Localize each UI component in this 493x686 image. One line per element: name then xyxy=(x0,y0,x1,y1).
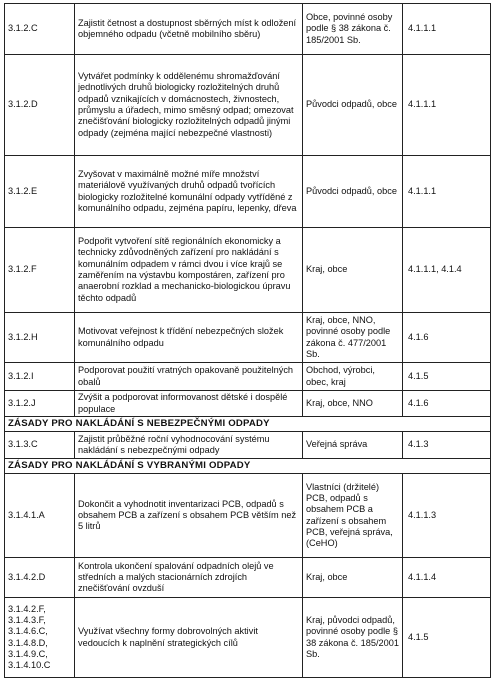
reference-section: 4.1.1.1, 4.1.4 xyxy=(403,228,491,313)
measure-code: 3.1.4.9.C, xyxy=(8,648,48,659)
section-heading: ZÁSADY PRO NAKLÁDÁNÍ S VYBRANÝMI ODPADY xyxy=(5,459,491,474)
reference-section: 4.1.1.4 xyxy=(403,558,491,598)
table-row xyxy=(5,432,491,459)
measure-code: 3.1.4.6.C, xyxy=(8,626,48,637)
responsible-parties: Kraj, obce xyxy=(303,228,403,313)
table-row xyxy=(5,598,491,678)
responsible-parties: Původci odpadů, obce xyxy=(303,156,403,228)
measure-code: 3.1.3.C xyxy=(5,432,75,459)
measure-description: Zvyšovat v maximálně možné míře množství materiálově využívaných druhů odpadů tvořících biologicky rozložitelné komunální odpady vytříděné z komunálního odpadu, zejména papíru, lepenky, dřeva xyxy=(75,156,303,228)
measure-code: 3.1.4.8.D, xyxy=(8,637,48,648)
reference-section: 4.1.5 xyxy=(403,363,491,391)
reference-section: 4.1.1.1 xyxy=(403,156,491,228)
measure-code: 3.1.2.I xyxy=(5,363,75,391)
measure-code: 3.1.4.10.C xyxy=(8,660,51,671)
section-heading-row xyxy=(5,459,491,474)
measure-code: 3.1.2.E xyxy=(5,156,75,228)
reference-section: 4.1.1.1 xyxy=(403,55,491,156)
measures-table xyxy=(4,3,491,678)
reference-section: 4.1.1.3 xyxy=(403,474,491,558)
measure-code: 3.1.2.F xyxy=(5,228,75,313)
reference-section: 4.1.1.1 xyxy=(403,4,491,55)
measure-description: Podpořit vytvoření sítě regionálních ekonomicky a technicky zdůvodněných zařízení pro nakládání s komunálním odpadem v rámci dvou i více krajů se zaměřením na výstavbu kompostáren, zařízení pro anaerobní rozklad a mechanicko-biologickou úpravu těchto odpadů xyxy=(75,228,303,313)
table-row xyxy=(5,156,491,228)
measure-code: 3.1.2.J xyxy=(5,391,75,417)
measure-description: Zajistit průběžné roční vyhodnocování systému nakládání s nebezpečnými odpady xyxy=(75,432,303,459)
measure-description: Zajistit četnost a dostupnost sběrných míst k odložení objemného odpadu (včetně mobilního sběru) xyxy=(75,4,303,55)
measure-description: Vytvářet podmínky k oddělenému shromažďování jednotlivých druhů biologicky rozložitelných druhů odpadů vznikajících v domácnostech, živnostech, průmyslu a úřadech, mimo směsný odpad; omezovat znečišťování biologicky rozložitelných odpadů jinými odpady (zejména mající nebezpečné vlastnosti) xyxy=(75,55,303,156)
measure-code: 3.1.4.3.F, xyxy=(8,614,46,625)
responsible-parties: Veřejná správa xyxy=(303,432,403,459)
section-heading: ZÁSADY PRO NAKLÁDÁNÍ S NEBEZPEČNÝMI ODPADY xyxy=(5,417,491,432)
reference-section: 4.1.3 xyxy=(403,432,491,459)
responsible-parties: Obchod, výrobci, obec, kraj xyxy=(303,363,403,391)
responsible-parties: Vlastníci (držitelé) PCB, odpadů s obsahem PCB a zařízení s obsahem PCB, veřejná správa, (CeHO) xyxy=(303,474,403,558)
measure-code: 3.1.4.1.A xyxy=(5,474,75,558)
table-row xyxy=(5,363,491,391)
responsible-parties: Kraj, obce, NNO xyxy=(303,391,403,417)
measure-code: 3.1.2.C xyxy=(5,4,75,55)
reference-section: 4.1.6 xyxy=(403,313,491,363)
responsible-parties: Původci odpadů, obce xyxy=(303,55,403,156)
table-row xyxy=(5,391,491,417)
measure-description: Využívat všechny formy dobrovolných aktivit vedoucích k naplnění strategických cílů xyxy=(75,598,303,678)
section-heading-row xyxy=(5,417,491,432)
measure-description: Motivovat veřejnost k třídění nebezpečných složek komunálního odpadu xyxy=(75,313,303,363)
responsible-parties: Obce, povinné osoby podle § 38 zákona č. 185/2001 Sb. xyxy=(303,4,403,55)
measure-description: Kontrola ukončení spalování odpadních olejů ve středních a malých stacionárních zdrojích znečišťování ovzduší xyxy=(75,558,303,598)
measure-description: Dokončit a vyhodnotit inventarizaci PCB, odpadů s obsahem PCB a zařízení s obsahem PCB větším než 5 litrů xyxy=(75,474,303,558)
table-row xyxy=(5,55,491,156)
responsible-parties: Kraj, původci odpadů, povinné osoby podle § 38 zákona č. 185/2001 Sb. xyxy=(303,598,403,678)
measure-code: 3.1.4.2.D xyxy=(5,558,75,598)
measure-description: Zvýšit a podporovat informovanost dětské i dospělé populace xyxy=(75,391,303,417)
responsible-parties: Kraj, obce, NNO, povinné osoby podle zákona č. 477/2001 Sb. xyxy=(303,313,403,363)
table-row xyxy=(5,228,491,313)
measure-code-list xyxy=(5,598,75,678)
reference-section: 4.1.6 xyxy=(403,391,491,417)
table-row xyxy=(5,313,491,363)
table-row xyxy=(5,4,491,55)
responsible-parties: Kraj, obce xyxy=(303,558,403,598)
measure-code: 3.1.2.D xyxy=(5,55,75,156)
measure-code: 3.1.4.2.F, xyxy=(8,603,46,614)
table-row xyxy=(5,558,491,598)
reference-section: 4.1.5 xyxy=(403,598,491,678)
table-row xyxy=(5,474,491,558)
measure-code: 3.1.2.H xyxy=(5,313,75,363)
measure-description: Podporovat použití vratných opakovaně použitelných obalů xyxy=(75,363,303,391)
